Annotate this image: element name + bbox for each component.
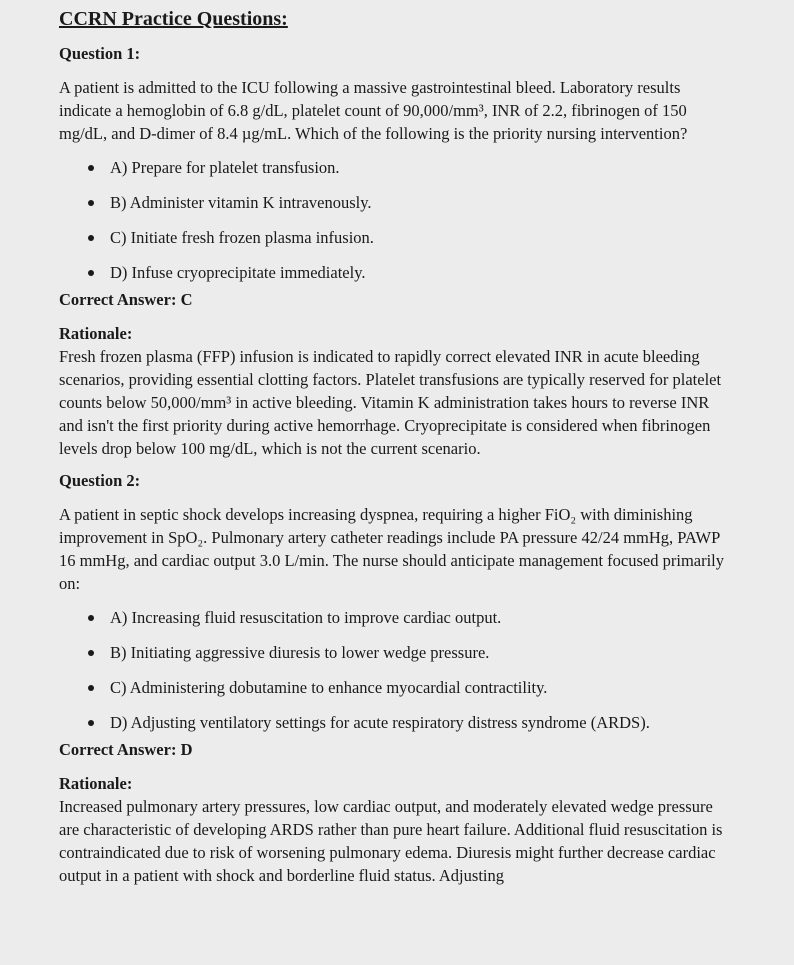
question-1-option-c [59,226,734,261]
bullet-icon [88,685,94,691]
option-text: A) Increasing fluid resuscitation to improve cardiac output. [110,608,502,627]
option-text: C) Administering dobutamine to enhance myocardial contractility. [110,678,548,697]
option-text: D) Infuse cryoprecipitate immediately. [110,263,366,282]
bullet-icon [88,720,94,726]
question-2-option-d [59,711,734,746]
bullet-icon [88,200,94,206]
question-2-stem: A patient in septic shock develops increasing dyspnea, requiring a higher FiO₂ with diminishing improvement in SpO₂. Pulmonary artery catheter readings include PA pressure 42/24 mmHg, PAWP 16 mmHg, and cardiac output 3.0 L/min. The nurse should anticipate management focused primarily on: [59,505,725,593]
option-text: B) Initiating aggressive diuresis to lower wedge pressure. [110,643,490,662]
question-1-stem: A patient is admitted to the ICU following a massive gastrointestinal bleed. Laboratory results indicate a hemoglobin of 6.8 g/dL, platelet count of 90,000/mm³, INR of 2.2, fibrinogen of 150 mg/dL, and D-dimer of 8.4 µg/mL. Which of the following is the priority nursing intervention? [59,78,688,143]
question-2-options [59,606,734,746]
question-2-option-b [59,641,734,676]
question-1-heading: Question 1: [59,44,141,63]
bullet-icon [88,650,94,656]
question-1-rationale: Fresh frozen plasma (FFP) infusion is indicated to rapidly correct elevated INR in acute bleeding scenarios, providing essential clotting factors. Platelet transfusions are typically reserved for platelet counts below 50,000/mm³ in active bleeding. Vitamin K administration takes hours to reverse INR and isn't the first priority during active hemorrhage. Cryoprecipitate is considered when fibrinogen levels drop below 100 mg/dL, which is not the current scenario. [59,347,722,458]
question-2-heading: Question 2: [59,471,141,490]
bullet-icon [88,165,94,171]
question-1-correct-answer: Correct Answer: C [59,290,193,309]
question-2-rationale-label: Rationale: [59,774,133,793]
question-2-correct-answer: Correct Answer: D [59,740,193,759]
question-1-options [59,156,734,296]
option-text: C) Initiate fresh frozen plasma infusion. [110,228,374,247]
question-1-option-d [59,261,734,296]
question-2-option-a [59,606,734,641]
option-text: D) Adjusting ventilatory settings for acute respiratory distress syndrome (ARDS). [110,713,650,732]
option-text: A) Prepare for platelet transfusion. [110,158,340,177]
bullet-icon [88,615,94,621]
question-2-option-c [59,676,734,711]
question-2-rationale: Increased pulmonary artery pressures, low cardiac output, and moderately elevated wedge pressure are characteristic of developing ARDS rather than pure heart failure. Additional fluid resuscitation is contraindicated due to risk of worsening pulmonary edema. Diuresis might further decrease cardiac output in a patient with shock and borderline fluid status. Adjusting [59,797,723,885]
bullet-icon [88,235,94,241]
option-text: B) Administer vitamin K intravenously. [110,193,372,212]
question-1-option-a [59,156,734,191]
question-1-option-b [59,191,734,226]
bullet-icon [88,270,94,276]
question-1-rationale-label: Rationale: [59,324,133,343]
document-title: CCRN Practice Questions: [59,8,288,30]
